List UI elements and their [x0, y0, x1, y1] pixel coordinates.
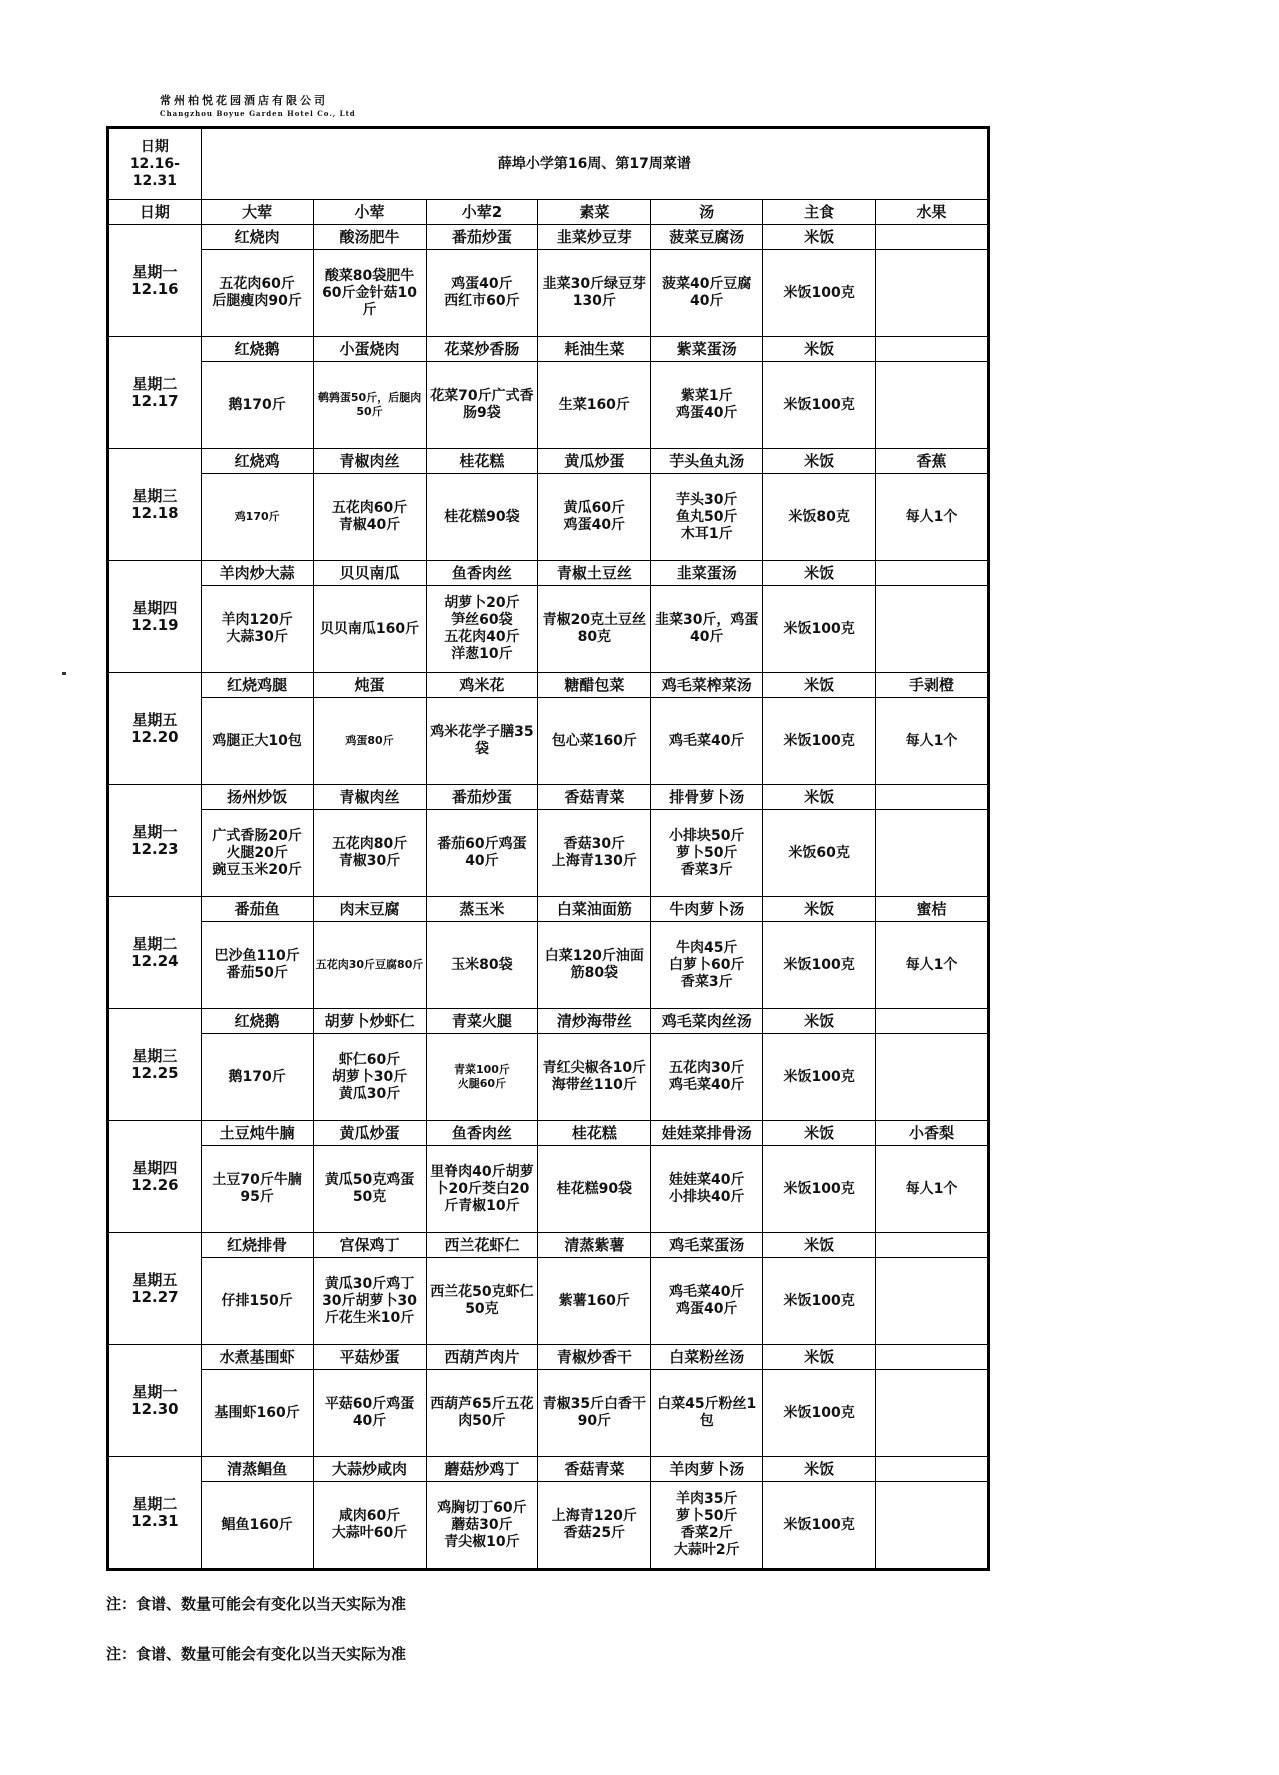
- dish-quantity: 花菜70斤广式香肠9袋: [426, 362, 538, 449]
- dish-name: 韭菜炒豆芽: [538, 225, 651, 250]
- day-date: 12.30: [131, 1399, 179, 1418]
- weekday: 星期三: [132, 1046, 178, 1065]
- day-date: 12.27: [131, 1287, 179, 1306]
- dish-quantity: 鸡胸切丁60斤 蘑菇30斤 青尖椒10斤: [426, 1482, 538, 1570]
- date-range: 12.16-12.31: [129, 155, 180, 189]
- column-header-row: [108, 200, 989, 225]
- dish-quantity: 米饭100克: [763, 362, 876, 449]
- dish-name: 白菜油面筋: [538, 897, 651, 922]
- dish-quantity: 鸡蛋80斤: [313, 698, 426, 785]
- company-name-cn: 常州柏悦花园酒店有限公司: [160, 94, 328, 107]
- day-cell: [108, 1233, 202, 1345]
- dish-quantity: 鹌鹑蛋50斤，后腿肉50斤: [313, 362, 426, 449]
- day-date: 12.16: [131, 279, 179, 298]
- weekday: 星期二: [132, 374, 178, 393]
- dish-name: 鸡毛菜蛋汤: [651, 1233, 763, 1258]
- dish-quantity: 酸菜80袋肥牛60斤金针菇10斤: [313, 250, 426, 337]
- dish-quantity: 鸡蛋40斤 西红市60斤: [426, 250, 538, 337]
- dish-name: 香蕉: [876, 449, 989, 474]
- company-name-en: Changzhou Boyue Garden Hotel Co., Ltd: [160, 109, 356, 118]
- dish-quantity: 鸡毛菜40斤 鸡蛋40斤: [651, 1258, 763, 1345]
- weekday: 星期三: [132, 486, 178, 505]
- dish-quantity: 青椒20克土豆丝80克: [538, 586, 651, 673]
- dish-quantity: 羊肉120斤 大蒜30斤: [201, 586, 313, 673]
- day-cell: [108, 337, 202, 449]
- dish-name: 羊肉萝卜汤: [651, 1457, 763, 1482]
- dish-quantity: 白菜120斤油面筋80袋: [538, 922, 651, 1009]
- dish-quantity: 牛肉45斤 白萝卜60斤 香菜3斤: [651, 922, 763, 1009]
- dish-quantity: 青椒35斤白香干90斤: [538, 1370, 651, 1457]
- day-cell: [108, 673, 202, 785]
- dish-quantity: 生菜160斤: [538, 362, 651, 449]
- dish-name: [876, 1345, 989, 1370]
- dish-quantity: 基围虾160斤: [201, 1370, 313, 1457]
- column-header: 大荤: [201, 200, 313, 225]
- dish-name: 红烧鸡: [201, 449, 313, 474]
- dish-quantity: 鲳鱼160斤: [201, 1482, 313, 1570]
- dish-name: 土豆炖牛腩: [201, 1121, 313, 1146]
- dish-name: 花菜炒香肠: [426, 337, 538, 362]
- dish-quantity: 西兰花50克虾仁50克: [426, 1258, 538, 1345]
- day-date: 12.23: [131, 839, 179, 858]
- dish-quantity: 平菇60斤鸡蛋40斤: [313, 1370, 426, 1457]
- dish-row: [108, 673, 989, 698]
- dish-name: 青椒土豆丝: [538, 561, 651, 586]
- dish-name: 红烧鹅: [201, 1009, 313, 1034]
- weekday: 星期二: [132, 1494, 178, 1513]
- dish-quantity: 每人1个: [876, 698, 989, 785]
- dish-quantity: 鸡毛菜40斤: [651, 698, 763, 785]
- dish-name: 红烧鹅: [201, 337, 313, 362]
- dish-name: 贝贝南瓜: [313, 561, 426, 586]
- dish-quantity: 每人1个: [876, 1146, 989, 1233]
- dish-name: 蜜桔: [876, 897, 989, 922]
- dish-quantity: 米饭100克: [763, 586, 876, 673]
- day-date: 12.26: [131, 1175, 179, 1194]
- column-header: 日期: [108, 200, 202, 225]
- dish-quantity: 广式香肠20斤 火腿20斤 豌豆玉米20斤: [201, 810, 313, 897]
- dish-quantity: 每人1个: [876, 922, 989, 1009]
- company-header: [160, 92, 356, 118]
- dish-name: 扬州炒饭: [201, 785, 313, 810]
- dish-quantity: 香菇30斤 上海青130斤: [538, 810, 651, 897]
- dish-name: 红烧肉: [201, 225, 313, 250]
- quantity-row: [108, 250, 989, 337]
- dish-quantity: 五花肉60斤 后腿瘦肉90斤: [201, 250, 313, 337]
- dish-quantity: 白菜45斤粉丝1包: [651, 1370, 763, 1457]
- dish-name: 鸡毛菜榨菜汤: [651, 673, 763, 698]
- dish-name: 耗油生菜: [538, 337, 651, 362]
- dish-name: 红烧排骨: [201, 1233, 313, 1258]
- quantity-row: [108, 1146, 989, 1233]
- quantity-row: [108, 810, 989, 897]
- day-cell: [108, 1121, 202, 1233]
- dish-quantity: 青红尖椒各10斤海带丝110斤: [538, 1034, 651, 1121]
- dish-quantity: 鸡腿正大10包: [201, 698, 313, 785]
- dish-quantity: 米饭60克: [763, 810, 876, 897]
- dish-name: 米饭: [763, 897, 876, 922]
- dish-name: 牛肉萝卜汤: [651, 897, 763, 922]
- header-row: [108, 128, 989, 200]
- dish-name: 桂花糕: [426, 449, 538, 474]
- dish-name: 米饭: [763, 785, 876, 810]
- dish-name: [876, 225, 989, 250]
- dish-quantity: 五花肉30斤 鸡毛菜40斤: [651, 1034, 763, 1121]
- dish-name: 紫菜蛋汤: [651, 337, 763, 362]
- dish-name: 鸡米花: [426, 673, 538, 698]
- dish-name: 宫保鸡丁: [313, 1233, 426, 1258]
- column-header: 小荤: [313, 200, 426, 225]
- dish-quantity: 玉米80袋: [426, 922, 538, 1009]
- day-cell: [108, 225, 202, 337]
- dish-name: 香菇青菜: [538, 1457, 651, 1482]
- dish-quantity: 五花肉60斤 青椒40斤: [313, 474, 426, 561]
- dish-quantity: 菠菜40斤豆腐40斤: [651, 250, 763, 337]
- menu-title: 薛埠小学第16周、第17周菜谱: [201, 128, 988, 200]
- dish-quantity: 紫菜1斤 鸡蛋40斤: [651, 362, 763, 449]
- day-cell: [108, 561, 202, 673]
- dish-quantity: 紫薯160斤: [538, 1258, 651, 1345]
- dish-quantity: 五花肉30斤豆腐80斤: [313, 922, 426, 1009]
- dish-row: [108, 449, 989, 474]
- dish-quantity: 米饭100克: [763, 1258, 876, 1345]
- dish-quantity: 贝贝南瓜160斤: [313, 586, 426, 673]
- dish-name: 番茄鱼: [201, 897, 313, 922]
- dish-name: 小蛋烧肉: [313, 337, 426, 362]
- dish-name: 青椒肉丝: [313, 785, 426, 810]
- dish-row: [108, 225, 989, 250]
- dish-row: [108, 561, 989, 586]
- dish-name: [876, 337, 989, 362]
- day-date: 12.18: [131, 503, 179, 522]
- dish-name: 西葫芦肉片: [426, 1345, 538, 1370]
- dish-name: 米饭: [763, 1345, 876, 1370]
- dish-row: [108, 1345, 989, 1370]
- column-header: 小荤2: [426, 200, 538, 225]
- dish-quantity: 包心菜160斤: [538, 698, 651, 785]
- dish-name: 芋头鱼丸汤: [651, 449, 763, 474]
- weekday: 星期四: [132, 1158, 178, 1177]
- weekday: 星期五: [132, 1270, 178, 1289]
- dish-quantity: 鸡米花学子膳35袋: [426, 698, 538, 785]
- dish-quantity: 米饭100克: [763, 922, 876, 1009]
- day-date: 12.25: [131, 1063, 179, 1082]
- day-cell: [108, 785, 202, 897]
- dish-name: 青椒炒香干: [538, 1345, 651, 1370]
- dish-name: [876, 1233, 989, 1258]
- day-cell: [108, 897, 202, 1009]
- dish-quantity: 巴沙鱼110斤 番茄50斤: [201, 922, 313, 1009]
- dish-quantity: 青菜100斤 火腿60斤: [426, 1034, 538, 1121]
- dish-name: 大蒜炒咸肉: [313, 1457, 426, 1482]
- dish-name: 米饭: [763, 673, 876, 698]
- dish-row: [108, 1233, 989, 1258]
- dish-name: [876, 785, 989, 810]
- column-header: 水果: [876, 200, 989, 225]
- dish-name: 红烧鸡腿: [201, 673, 313, 698]
- dish-name: 酸汤肥牛: [313, 225, 426, 250]
- dish-name: 香菇青菜: [538, 785, 651, 810]
- dish-name: 鱼香肉丝: [426, 1121, 538, 1146]
- footnote: 注：食谱、数量可能会有变化以当天实际为准: [106, 1595, 407, 1613]
- weekday: 星期四: [132, 598, 178, 617]
- dish-quantity: [876, 810, 989, 897]
- dish-quantity: [876, 250, 989, 337]
- dish-quantity: 米饭100克: [763, 1034, 876, 1121]
- dish-name: 米饭: [763, 1233, 876, 1258]
- dish-name: [876, 1009, 989, 1034]
- dish-quantity: 米饭100克: [763, 250, 876, 337]
- dish-row: [108, 337, 989, 362]
- dish-name: 西兰花虾仁: [426, 1233, 538, 1258]
- dish-quantity: [876, 1482, 989, 1570]
- quantity-row: [108, 698, 989, 785]
- dish-quantity: 鹅170斤: [201, 1034, 313, 1121]
- dish-quantity: 黄瓜50克鸡蛋50克: [313, 1146, 426, 1233]
- dish-quantity: 鹅170斤: [201, 362, 313, 449]
- dish-name: 青椒肉丝: [313, 449, 426, 474]
- dish-name: 娃娃菜排骨汤: [651, 1121, 763, 1146]
- dish-name: 青菜火腿: [426, 1009, 538, 1034]
- dish-name: 小香梨: [876, 1121, 989, 1146]
- dish-quantity: [876, 1034, 989, 1121]
- dish-name: 清炒海带丝: [538, 1009, 651, 1034]
- dish-row: [108, 1457, 989, 1482]
- dish-name: 番茄炒蛋: [426, 225, 538, 250]
- dish-name: 水煮基围虾: [201, 1345, 313, 1370]
- dish-row: [108, 785, 989, 810]
- scan-mark: [62, 672, 66, 675]
- dish-row: [108, 1121, 989, 1146]
- day-cell: [108, 449, 202, 561]
- dish-quantity: 米饭100克: [763, 1146, 876, 1233]
- weekday: 星期二: [132, 934, 178, 953]
- dish-name: 鸡毛菜肉丝汤: [651, 1009, 763, 1034]
- quantity-row: [108, 1034, 989, 1121]
- dish-quantity: [876, 1370, 989, 1457]
- dish-quantity: 黄瓜30斤鸡丁30斤胡萝卜30斤花生米10斤: [313, 1258, 426, 1345]
- column-header: 素菜: [538, 200, 651, 225]
- dish-quantity: 鸡170斤: [201, 474, 313, 561]
- quantity-row: [108, 1370, 989, 1457]
- dish-quantity: [876, 362, 989, 449]
- dish-name: 菠菜豆腐汤: [651, 225, 763, 250]
- dish-quantity: 番茄60斤鸡蛋40斤: [426, 810, 538, 897]
- quantity-row: [108, 1258, 989, 1345]
- dish-quantity: 桂花糕90袋: [538, 1146, 651, 1233]
- dish-name: 米饭: [763, 1457, 876, 1482]
- dish-quantity: 黄瓜60斤 鸡蛋40斤: [538, 474, 651, 561]
- day-date: 12.20: [131, 727, 179, 746]
- quantity-row: [108, 586, 989, 673]
- dish-quantity: 米饭100克: [763, 1370, 876, 1457]
- dish-quantity: 五花肉80斤 青椒30斤: [313, 810, 426, 897]
- dish-quantity: 米饭100克: [763, 698, 876, 785]
- dish-name: 番茄炒蛋: [426, 785, 538, 810]
- weekday: 星期五: [132, 710, 178, 729]
- dish-quantity: [876, 586, 989, 673]
- dish-quantity: 西葫芦65斤五花肉50斤: [426, 1370, 538, 1457]
- weekday: 星期一: [132, 262, 178, 281]
- dish-name: 手剥橙: [876, 673, 989, 698]
- dish-name: 米饭: [763, 225, 876, 250]
- dish-name: [876, 1457, 989, 1482]
- weekday: 星期一: [132, 1382, 178, 1401]
- dish-name: 鱼香肉丝: [426, 561, 538, 586]
- dish-name: 排骨萝卜汤: [651, 785, 763, 810]
- dish-name: 胡萝卜炒虾仁: [313, 1009, 426, 1034]
- dish-quantity: 仔排150斤: [201, 1258, 313, 1345]
- column-header: 汤: [651, 200, 763, 225]
- day-cell: [108, 1345, 202, 1457]
- dish-name: [876, 561, 989, 586]
- weekday: 星期一: [132, 822, 178, 841]
- menu-body: [108, 128, 989, 1570]
- date-label: 日期: [140, 138, 169, 155]
- dish-name: 炖蛋: [313, 673, 426, 698]
- dish-row: [108, 1009, 989, 1034]
- dish-quantity: 虾仁60斤 胡萝卜30斤 黄瓜30斤: [313, 1034, 426, 1121]
- dish-name: 清蒸鲳鱼: [201, 1457, 313, 1482]
- column-header: 主食: [763, 200, 876, 225]
- dish-name: 黄瓜炒蛋: [538, 449, 651, 474]
- day-cell: [108, 1457, 202, 1570]
- dish-quantity: 上海青120斤 香菇25斤: [538, 1482, 651, 1570]
- dish-name: 黄瓜炒蛋: [313, 1121, 426, 1146]
- dish-quantity: 土豆70斤牛腩95斤: [201, 1146, 313, 1233]
- quantity-row: [108, 362, 989, 449]
- day-date: 12.19: [131, 615, 179, 634]
- dish-name: 桂花糕: [538, 1121, 651, 1146]
- day-date: 12.31: [131, 1511, 179, 1530]
- dish-quantity: 咸肉60斤 大蒜叶60斤: [313, 1482, 426, 1570]
- dish-row: [108, 897, 989, 922]
- dish-name: 肉末豆腐: [313, 897, 426, 922]
- footnote: 注：食谱、数量可能会有变化以当天实际为准: [106, 1645, 407, 1663]
- dish-quantity: 芋头30斤 鱼丸50斤 木耳1斤: [651, 474, 763, 561]
- dish-quantity: [876, 1258, 989, 1345]
- day-cell: [108, 1009, 202, 1121]
- dish-name: 米饭: [763, 561, 876, 586]
- dish-name: 蘑菇炒鸡丁: [426, 1457, 538, 1482]
- dish-name: 蒸玉米: [426, 897, 538, 922]
- dish-name: 白菜粉丝汤: [651, 1345, 763, 1370]
- dish-name: 清蒸紫薯: [538, 1233, 651, 1258]
- dish-quantity: 米饭80克: [763, 474, 876, 561]
- quantity-row: [108, 1482, 989, 1570]
- dish-name: 米饭: [763, 337, 876, 362]
- day-date: 12.17: [131, 391, 179, 410]
- dish-name: 羊肉炒大蒜: [201, 561, 313, 586]
- date-range-cell: [108, 128, 202, 200]
- dish-name: 韭菜蛋汤: [651, 561, 763, 586]
- dish-quantity: 里脊肉40斤胡萝卜20斤茭白20斤青椒10斤: [426, 1146, 538, 1233]
- dish-name: 米饭: [763, 1121, 876, 1146]
- dish-quantity: 每人1个: [876, 474, 989, 561]
- dish-quantity: 胡萝卜20斤 笋丝60袋 五花肉40斤 洋葱10斤: [426, 586, 538, 673]
- dish-quantity: 小排块50斤 萝卜50斤 香菜3斤: [651, 810, 763, 897]
- dish-name: 米饭: [763, 1009, 876, 1034]
- dish-name: 平菇炒蛋: [313, 1345, 426, 1370]
- quantity-row: [108, 922, 989, 1009]
- dish-name: 米饭: [763, 449, 876, 474]
- menu-table: [106, 126, 990, 1571]
- dish-quantity: 桂花糕90袋: [426, 474, 538, 561]
- dish-quantity: 羊肉35斤 萝卜50斤 香菜2斤 大蒜叶2斤: [651, 1482, 763, 1570]
- dish-quantity: 米饭100克: [763, 1482, 876, 1570]
- dish-quantity: 娃娃菜40斤 小排块40斤: [651, 1146, 763, 1233]
- dish-quantity: 韭菜30斤，鸡蛋40斤: [651, 586, 763, 673]
- day-date: 12.24: [131, 951, 179, 970]
- dish-name: 糖醋包菜: [538, 673, 651, 698]
- dish-quantity: 韭菜30斤绿豆芽130斤: [538, 250, 651, 337]
- quantity-row: [108, 474, 989, 561]
